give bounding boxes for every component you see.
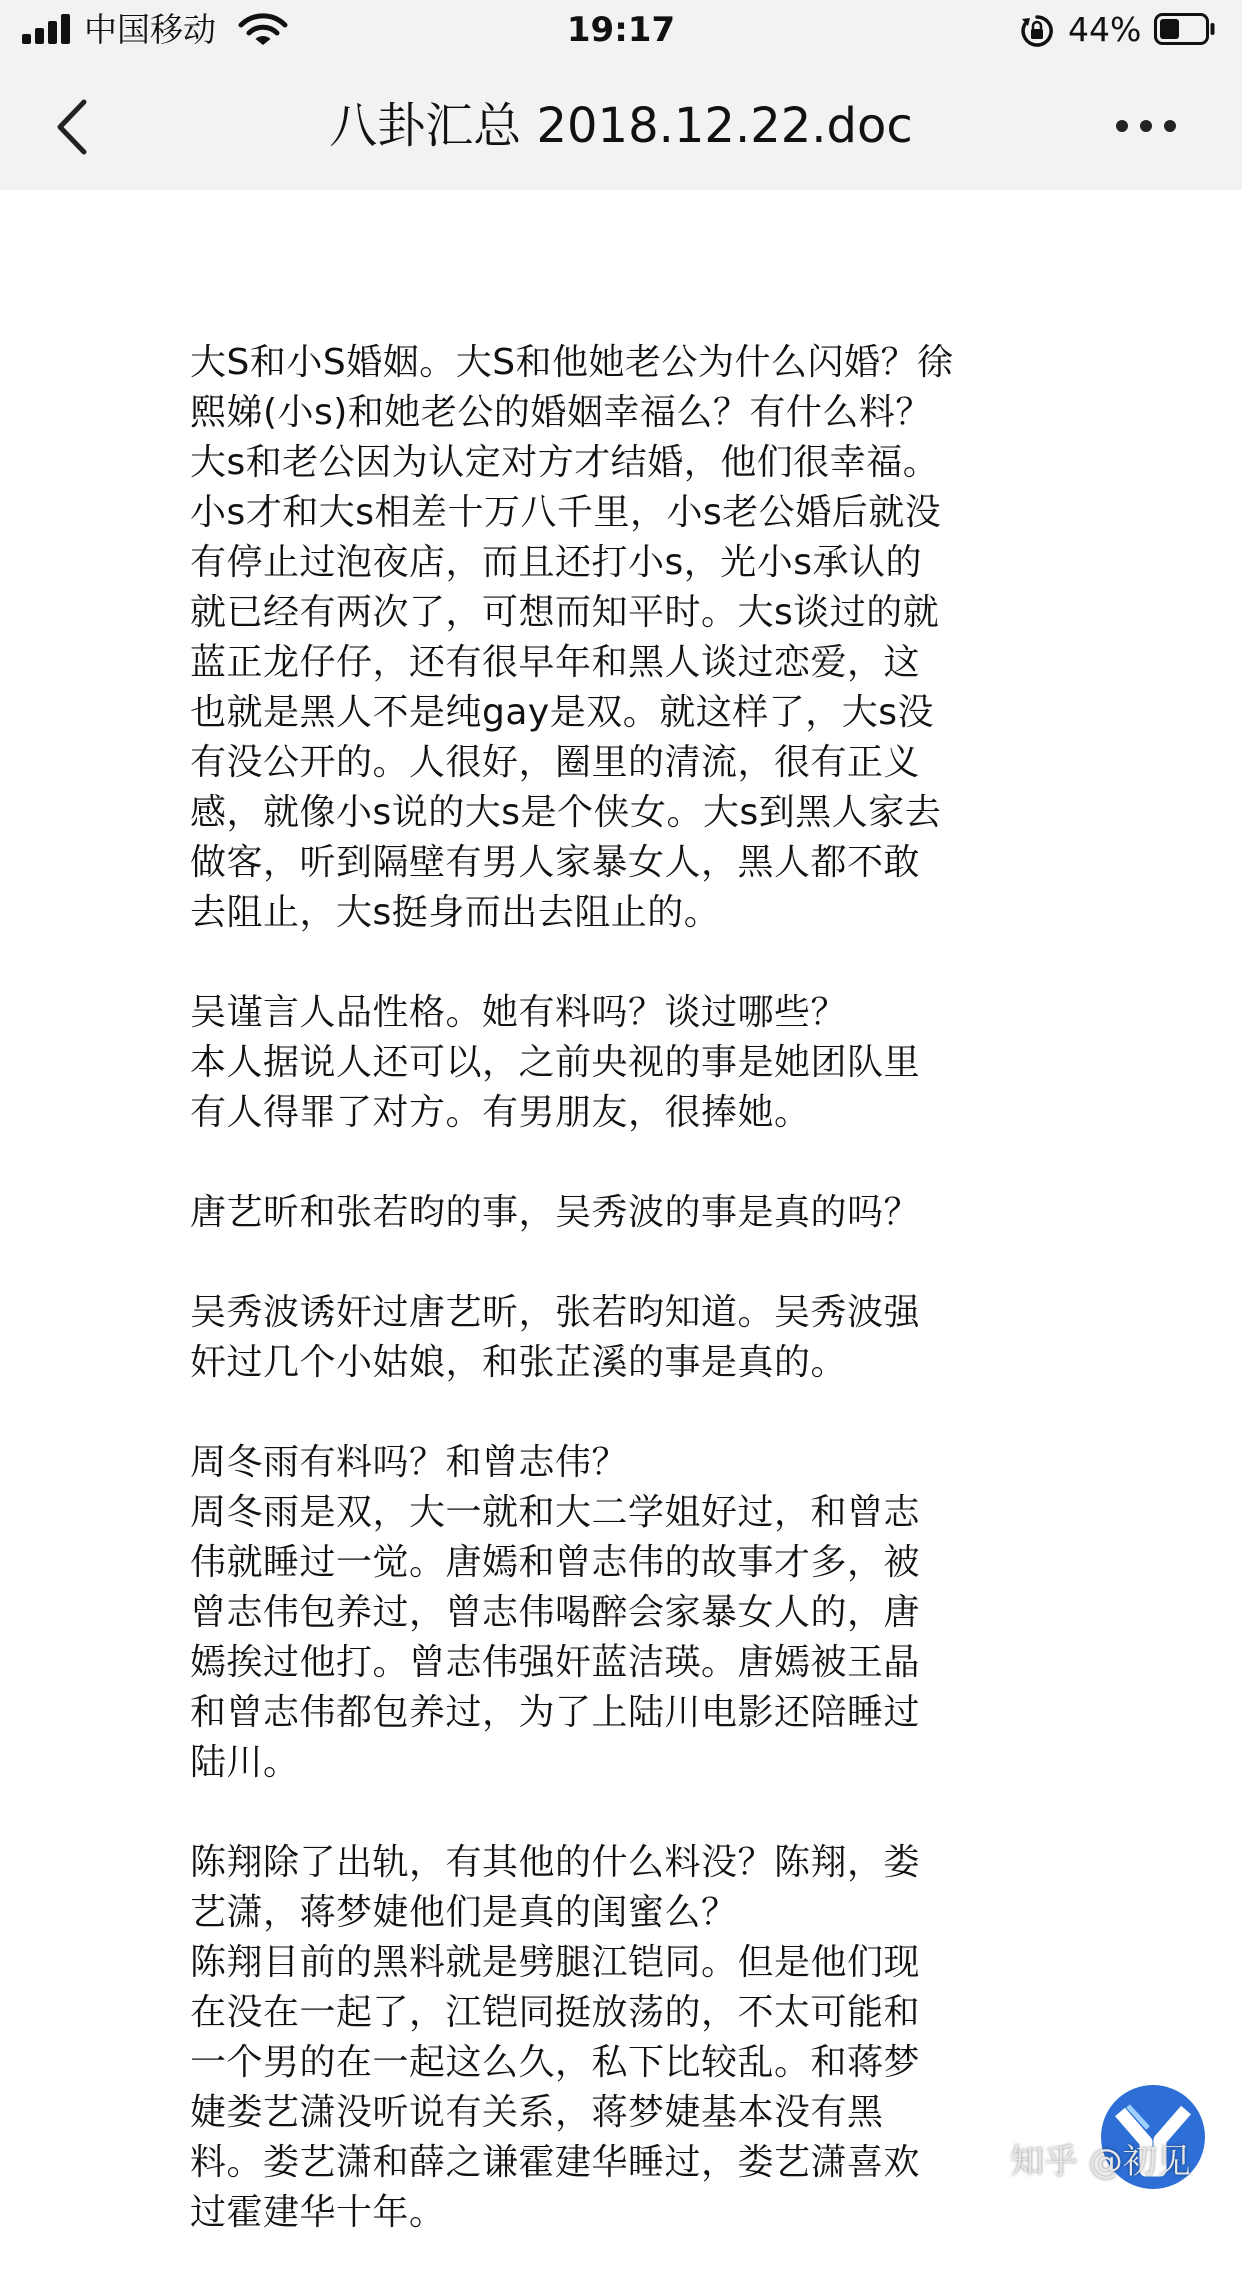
battery-percentage: 44% <box>1068 10 1142 49</box>
document-text-line: 婕娄艺潇没听说有关系，蒋梦婕基本没有黑 <box>190 2092 884 2133</box>
document-text-line: 曾志伟包养过，曾志伟喝醉会家暴女人的，唐 <box>190 1592 921 1633</box>
document-text-line: 大s和老公因为认定对方才结婚，他们很幸福。 <box>190 442 940 483</box>
document-title: 八卦汇总 2018.12.22.doc <box>329 98 913 154</box>
document-text-line: 周冬雨有料吗？和曾志伟？ <box>190 1442 629 1483</box>
document-text-line: 感，就像小s说的大s是个侠女。大s到黑人家去 <box>190 792 942 833</box>
document-text-line: 吴秀波诱奸过唐艺昕，张若昀知道。吴秀波强 <box>190 1292 921 1333</box>
navigation-bar <box>0 62 1242 190</box>
document-text-line: 有人得罪了对方。有男朋友，很捧她。 <box>190 1092 811 1133</box>
document-text-line: 伟就睡过一觉。唐嫣和曾志伟的故事才多，被 <box>190 1542 921 1583</box>
document-text-line: 周冬雨是双，大一就和大二学姐好过，和曾志 <box>190 1492 921 1533</box>
document-text-line: 小s才和大s相差十万八千里，小s老公婚后就没 <box>190 492 942 533</box>
document-paragraph <box>190 1838 1060 2238</box>
watermark <box>1010 2082 1236 2202</box>
document-paragraph <box>190 1438 1060 1788</box>
document-text-line: 陆川。 <box>190 1742 300 1783</box>
document-text-line: 嫣挨过他打。曾志伟强奸蓝洁瑛。唐嫣被王晶 <box>190 1642 921 1683</box>
document-text-line: 熙娣(小s)和她老公的婚姻幸福么？有什么料？ <box>190 392 932 433</box>
document-text-line: 本人据说人还可以，之前央视的事是她团队里 <box>190 1042 921 1083</box>
document-text-line: 去阻止，大s挺身而出去阻止的。 <box>190 892 721 933</box>
document-paragraph <box>190 988 1060 1138</box>
watermark-text: 知乎 @初见 <box>1010 2142 1191 2182</box>
document-paragraph <box>190 338 1060 938</box>
rotation-lock-icon <box>1020 14 1054 48</box>
document-text-line: 唐艺昕和张若昀的事，吴秀波的事是真的吗？ <box>190 1192 921 1233</box>
document-text-line: 陈翔目前的黑料就是劈腿江铠同。但是他们现 <box>190 1942 921 1983</box>
carrier-name: 中国移动 <box>84 10 216 49</box>
status-time: 19:17 <box>566 10 676 50</box>
document-body <box>190 338 1060 2288</box>
chevron-left-icon[interactable] <box>52 96 92 158</box>
document-text-line: 奸过几个小姑娘，和张芷溪的事是真的。 <box>190 1342 848 1383</box>
document-text-line: 蓝正龙仔仔，还有很早年和黑人谈过恋爱，这 <box>190 642 921 683</box>
document-text-line: 就已经有两次了，可想而知平时。大s谈过的就 <box>190 592 940 633</box>
ellipsis-icon[interactable] <box>1114 112 1178 140</box>
document-text-line: 和曾志伟都包养过，为了上陆川电影还陪睡过 <box>190 1692 921 1733</box>
document-text-line: 大S和小S婚姻。大S和他她老公为什么闪婚？徐 <box>190 342 954 383</box>
document-viewer[interactable] <box>0 190 1242 2233</box>
status-bar <box>0 0 1242 62</box>
document-paragraph <box>190 1188 1060 1238</box>
document-text-line: 一个男的在一起这么久，私下比较乱。和蒋梦 <box>190 2042 921 2083</box>
document-text-line: 陈翔除了出轨，有其他的什么料没？陈翔，娄 <box>190 1842 921 1883</box>
document-text-line: 有停止过泡夜店，而且还打小s，光小s承认的 <box>190 542 923 583</box>
document-paragraph <box>190 1288 1060 1388</box>
document-text-line: 也就是黑人不是纯gay是双。就这样了，大s没 <box>190 692 934 733</box>
document-text-line: 艺潇，蒋梦婕他们是真的闺蜜么？ <box>190 1892 738 1933</box>
document-text-line: 有没公开的。人很好，圈里的清流，很有正义 <box>190 742 921 783</box>
document-text-line: 做客，听到隔壁有男人家暴女人，黑人都不敢 <box>190 842 921 883</box>
battery-icon <box>1154 13 1216 45</box>
document-text-line: 料。娄艺潇和薛之谦霍建华睡过，娄艺潇喜欢 <box>190 2142 921 2183</box>
document-text-line: 过霍建华十年。 <box>190 2192 446 2233</box>
document-text-line: 在没在一起了，江铠同挺放荡的，不太可能和 <box>190 1992 921 2033</box>
document-text-line: 吴谨言人品性格。她有料吗？谈过哪些？ <box>190 992 848 1033</box>
